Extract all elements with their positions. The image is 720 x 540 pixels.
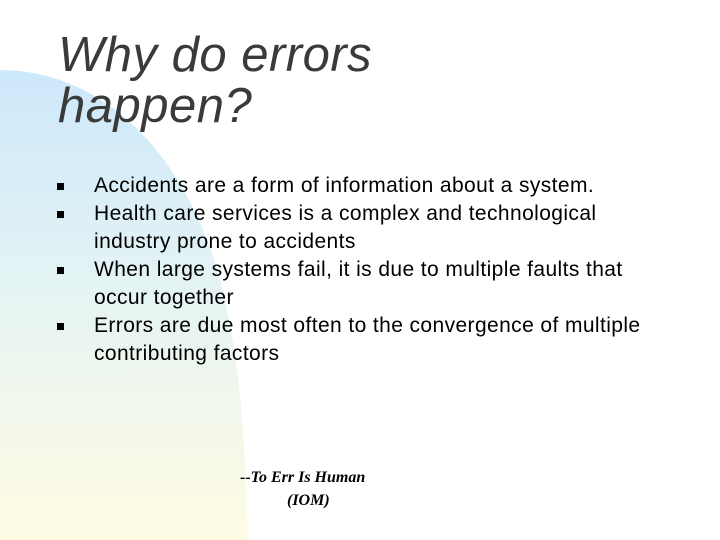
bullet-text: When large systems fail, it is due to multiple faults that occur together [94, 258, 623, 309]
square-bullet-icon [57, 323, 64, 330]
bullet-text: Accidents are a form of information about a system. [94, 174, 595, 197]
square-bullet-icon [57, 267, 64, 274]
bullet-item [56, 200, 666, 256]
slide-title [58, 30, 372, 132]
bullet-text: Health care services is a complex and technological industry prone to accidents [94, 202, 597, 253]
citation [240, 466, 400, 512]
slide-title-line-2: happen? [58, 79, 253, 133]
bullet-text: Errors are due most often to the convergence of multiple contributing factors [94, 314, 641, 365]
square-bullet-icon [57, 211, 64, 218]
citation-organization: (IOM) [287, 492, 330, 509]
slide-title-line-1: Why do errors [58, 28, 373, 82]
bullet-item [56, 312, 666, 368]
square-bullet-icon [57, 183, 64, 190]
bullet-list [56, 172, 666, 368]
citation-source: --To Err Is Human [240, 469, 366, 486]
bullet-item [56, 256, 666, 312]
bullet-item [56, 172, 666, 200]
